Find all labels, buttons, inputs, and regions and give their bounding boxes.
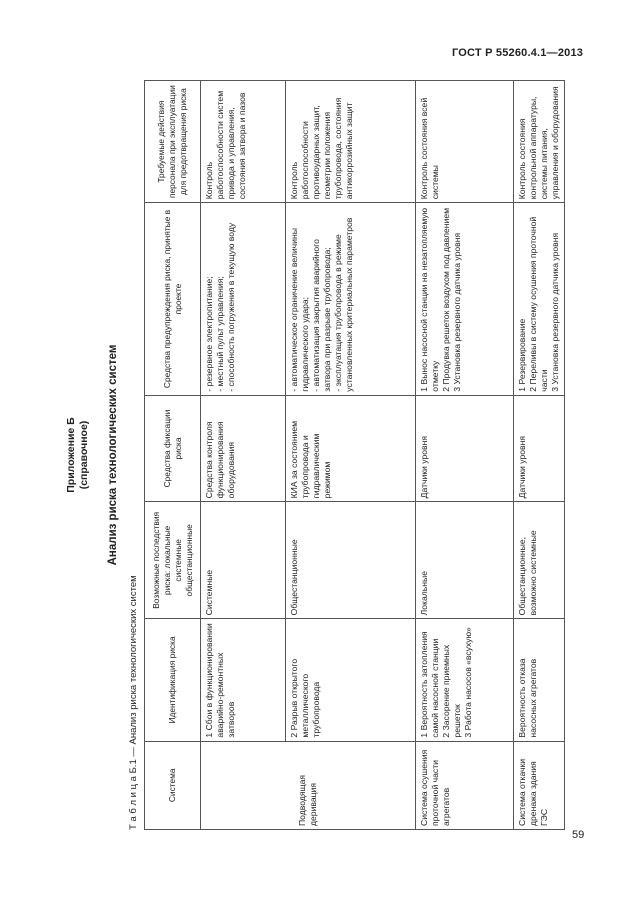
cell-fixation: Датчики уровня (416, 395, 514, 502)
cell-prevention: 1 Вынос насосной станции на незатопляемую отметку 2 Продувка решеток воздухом под давлением 3 Установка резервного датчика уровня (416, 203, 514, 395)
cell-risk: Вероятность отказа насосных агрегатов (514, 619, 565, 741)
risk-table (144, 80, 565, 830)
header-risk: Идентификация риска (145, 619, 201, 741)
cell-actions: Контроль состояния всей системы (416, 81, 514, 203)
cell-actions: Контроль работоспособности противоударных защит, геометрии положения трубопровода, состояния антикоррозийных защит (286, 81, 416, 203)
cell-system: Подводящая деривация (201, 741, 416, 829)
cell-actions: Контроль работоспособности систем привода и управления, состояния затвора и пазов (201, 81, 286, 203)
page-number: 59 (572, 829, 585, 841)
standard-number: ГОСТ Р 55260.4.1—2013 (452, 47, 584, 59)
cell-consequences: Локальные (416, 502, 514, 619)
cell-risk: 2 Разрыв открытого металлического трубопровода (286, 619, 416, 741)
cell-prevention: - автоматическое ограничение величины гидравлического удара; - автоматизация закрытия аварийного затвора при разрыве трубопровода; - эксплуатация трубопровода в режиме установленных критериальных параметров (286, 203, 416, 395)
table-row (286, 81, 416, 830)
table-row (514, 81, 565, 830)
cell-system: Система осушения проточной части агрегатов (416, 741, 514, 829)
cell-actions: Контроль состояния контрольной аппаратуры, системы питания, управления и оборудования (514, 81, 565, 203)
cell-system: Система откачки дренажа здания ГЭС (514, 741, 565, 829)
table-row (416, 81, 514, 830)
cell-fixation: КИА за состоянием трубопровода и гидравлическим режимом (286, 395, 416, 502)
cell-prevention: 1 Резервирование 2 Переливы в систему осушения проточной части 3 Установка резервного датчика уровня (514, 203, 565, 395)
appendix-kind: (справочное) (78, 420, 90, 490)
table-row (201, 81, 286, 830)
table-caption: Т а б л и ц а Б.1 — Анализ риска технологических систем (128, 575, 139, 830)
cell-prevention: - резервное электропитание; - местный пульт управления; - способность погружения в текущую воду (201, 203, 286, 395)
table-header-row (145, 81, 201, 830)
header-actions: Требуемые действия персонала при эксплуатации для предотвращения риска (145, 81, 201, 203)
header-system: Система (145, 741, 201, 829)
header-consequences: Возможные последствия риска: локальные системные общестанционные (145, 502, 201, 619)
appendix-name: Приложение Б (65, 417, 77, 493)
cell-risk: 1 Сбои в функционировании аварийно-ремонтных затворов (201, 619, 286, 741)
cell-consequences: Системные (201, 502, 286, 619)
header-prevention: Средства предупреждения риска, принятые в проекте (145, 203, 201, 395)
cell-consequences: Общестанционные (286, 502, 416, 619)
cell-consequences: Общестанционные, возможно системные (514, 502, 565, 619)
document-title: Анализ риска технологических систем (107, 344, 119, 566)
cell-fixation: Датчики уровня (514, 395, 565, 502)
cell-fixation: Средства контроля функционирования оборудования (201, 395, 286, 502)
cell-risk: 1 Вероятность затопления самой насосной станции 2 Засорение приемных решеток 3 Работа насосов «всухую» (416, 619, 514, 741)
rotated-content (65, 80, 580, 830)
header-fixation: Средства фиксации риска (145, 395, 201, 502)
